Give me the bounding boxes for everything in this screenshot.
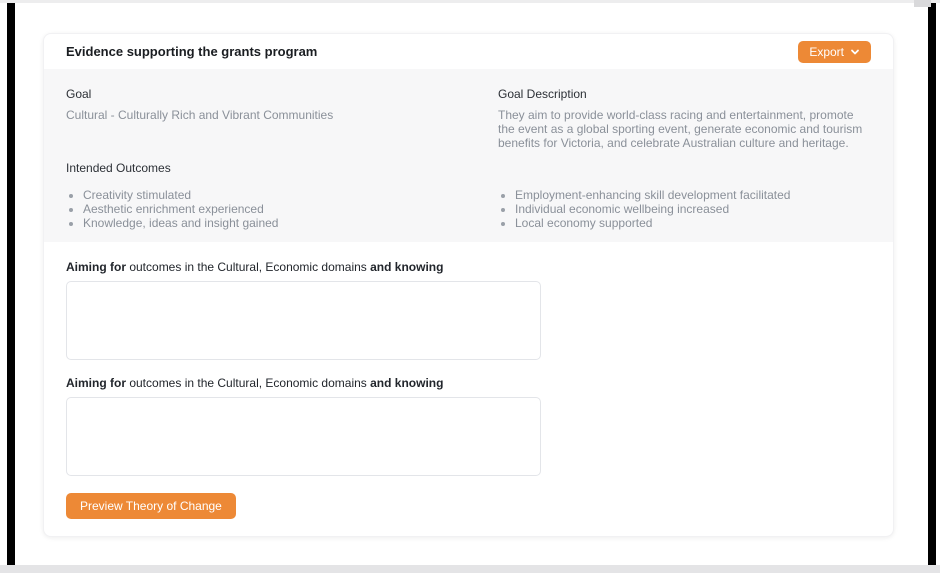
- frame-bottom-strip: [0, 565, 940, 573]
- aiming-field-2-label: [66, 376, 871, 390]
- goal-field: [66, 87, 476, 150]
- outcomes-columns: [66, 182, 871, 230]
- label-middle: outcomes in the Cultural, Economic domains: [126, 260, 371, 274]
- chevron-down-icon: [850, 47, 860, 57]
- summary-panel: [44, 69, 893, 242]
- aiming-textarea-1[interactable]: [66, 281, 541, 360]
- label-bold-prefix: Aiming for: [66, 260, 126, 274]
- goal-description-field: [498, 87, 871, 150]
- label-bold-suffix: and knowing: [370, 260, 444, 274]
- frame-bar-left: [7, 3, 15, 565]
- outcome-item: • Individual economic wellbeing increased: [515, 202, 871, 216]
- outcomes-list-left: [66, 188, 476, 230]
- frame-notch: [914, 0, 931, 7]
- label-bold-prefix: Aiming for: [66, 376, 126, 390]
- goal-label: Goal: [66, 87, 92, 101]
- goal-value: Cultural - Culturally Rich and Vibrant Communities: [66, 108, 334, 122]
- export-button-label: Export: [809, 44, 844, 59]
- outcome-item: • Knowledge, ideas and insight gained: [83, 216, 476, 230]
- label-middle: outcomes in the Cultural, Economic domains: [126, 376, 371, 390]
- aiming-textarea-2[interactable]: [66, 397, 541, 476]
- label-bold-suffix: and knowing: [370, 376, 444, 390]
- card-header: [44, 34, 893, 69]
- outcome-item: • Employment-enhancing skill development facilitated: [515, 188, 871, 202]
- frame-top-strip: [0, 0, 940, 3]
- outcomes-list-right: [498, 188, 871, 230]
- goal-description-label: Goal Description: [498, 87, 587, 101]
- goal-description-value: They aim to provide world-class racing and entertainment, promote the event as a global sporting event, generate economic and tourism benefits for Victoria, and celebrate Australian culture and heritage.: [498, 108, 863, 150]
- evidence-card: [43, 33, 894, 537]
- preview-theory-of-change-button[interactable]: Preview Theory of Change: [66, 493, 236, 519]
- intended-outcomes-label: Intended Outcomes: [66, 161, 171, 175]
- page-title: Evidence supporting the grants program: [66, 44, 318, 59]
- aiming-field-2: [66, 376, 871, 476]
- outcome-item: • Local economy supported: [515, 216, 871, 230]
- aiming-field-1: [66, 260, 871, 360]
- outcome-item: • Creativity stimulated: [83, 188, 476, 202]
- aiming-form-section: [44, 242, 893, 534]
- frame-bar-right: [928, 3, 936, 565]
- goal-row: [66, 87, 871, 150]
- outcome-item: • Aesthetic enrichment experienced: [83, 202, 476, 216]
- export-button[interactable]: [798, 41, 871, 63]
- aiming-field-1-label: [66, 260, 871, 274]
- intended-outcomes: [66, 161, 871, 230]
